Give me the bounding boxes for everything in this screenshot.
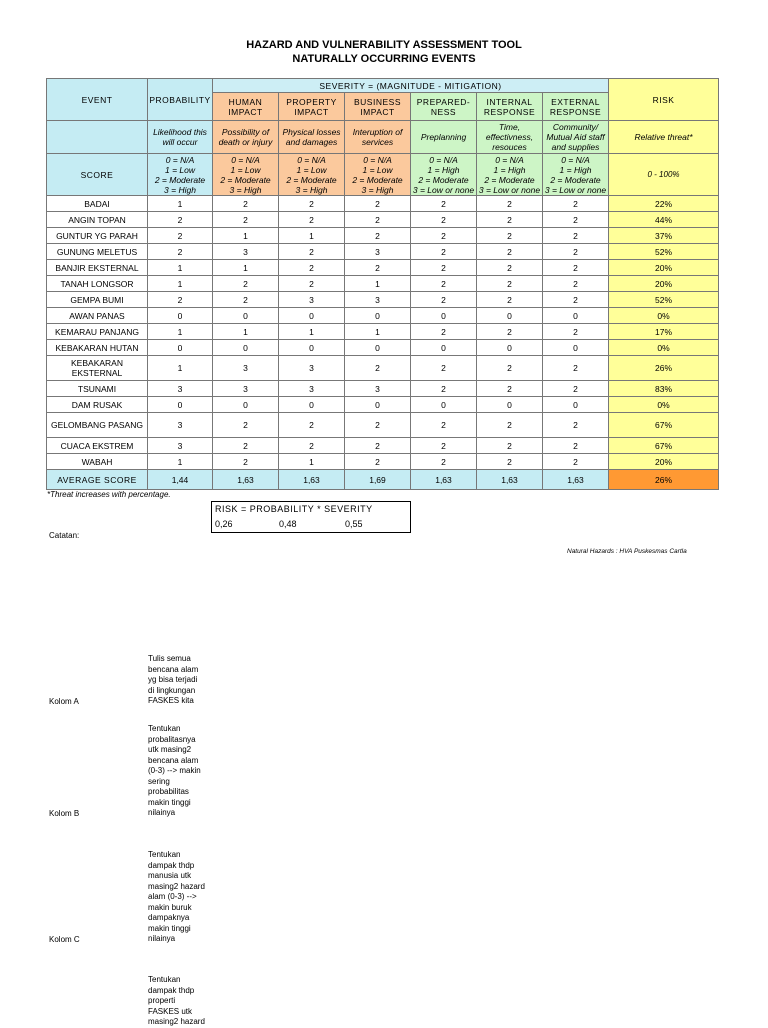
preparedness-cell: 2 — [411, 244, 477, 260]
note-line: (0-3) --> makin — [148, 766, 201, 775]
preparedness-cell: 0 — [411, 397, 477, 413]
scale-line: 1 = High — [493, 164, 526, 175]
external-response-cell: 0 — [543, 340, 609, 356]
external-response-cell: 0 — [543, 397, 609, 413]
internal-response-cell: 2 — [477, 244, 543, 260]
scale-line: 3 = Low or none — [412, 184, 475, 195]
human-impact-desc: Possibility of death or injury — [213, 121, 279, 154]
table-row — [47, 292, 719, 308]
probability-cell: 1 — [148, 276, 213, 292]
page-subtitle: NATURALLY OCCURRING EVENTS — [292, 53, 476, 65]
human-impact-cell: 0 — [213, 340, 279, 356]
note-line: sering — [148, 776, 170, 786]
business-impact-cell: 0 — [345, 397, 411, 413]
note-line: nilainya — [148, 934, 176, 943]
event-name: TSUNAMI — [47, 381, 148, 397]
property-impact-scale — [279, 154, 345, 196]
header-business-impact: BUSINESS IMPACT — [345, 93, 411, 121]
external-response-cell: 2 — [543, 413, 609, 438]
risk-cell: 52% — [609, 244, 719, 260]
note-line: properti — [148, 996, 176, 1005]
note-line: di lingkungan — [148, 685, 196, 695]
business-impact-cell: 2 — [345, 260, 411, 276]
kolom-b-label: Kolom B — [49, 809, 80, 818]
event-name: KEMARAU PANJANG — [47, 324, 148, 340]
event-name: WABAH — [47, 454, 148, 470]
kolom-b-desc — [148, 724, 218, 819]
internal-response-desc: Time, effectivness, resouces — [477, 121, 543, 154]
risk-cell: 44% — [609, 212, 719, 228]
property-impact-cell: 2 — [279, 438, 345, 454]
preparedness-cell: 2 — [411, 381, 477, 397]
note-line: bencana alam — [148, 755, 199, 765]
note-line: FASKES utk — [148, 1006, 193, 1016]
internal-response-cell: 2 — [477, 381, 543, 397]
probability-cell: 3 — [148, 413, 213, 438]
probability-desc: Likelihood this will occur — [148, 121, 213, 154]
note-line: probalitasnya — [148, 734, 196, 744]
preparedness-cell: 2 — [411, 356, 477, 381]
table-row — [47, 397, 719, 413]
average-preparedness: 1,63 — [411, 470, 477, 490]
risk-cell: 52% — [609, 292, 719, 308]
scale-line: 1 = Low — [296, 164, 327, 175]
average-internal-response: 1,63 — [477, 470, 543, 490]
external-response-cell: 2 — [543, 228, 609, 244]
table-row — [47, 212, 719, 228]
property-impact-cell: 0 — [279, 308, 345, 324]
property-impact-cell: 2 — [279, 276, 345, 292]
external-response-cell: 2 — [543, 292, 609, 308]
scale-line: 0 = N/A — [165, 154, 195, 165]
business-impact-cell: 2 — [345, 196, 411, 212]
risk-desc: Relative threat* — [609, 121, 719, 154]
header-internal-response: INTERNAL RESPONSE — [477, 93, 543, 121]
property-impact-cell: 1 — [279, 454, 345, 470]
scale-line: 3 = High — [295, 184, 328, 195]
human-impact-cell: 1 — [213, 324, 279, 340]
preparedness-desc: Preplanning — [411, 121, 477, 154]
human-impact-cell: 2 — [213, 413, 279, 438]
business-impact-cell: 2 — [345, 454, 411, 470]
probability-cell: 2 — [148, 292, 213, 308]
table-row — [47, 438, 719, 454]
average-human-impact: 1,63 — [213, 470, 279, 490]
table-row — [47, 413, 719, 438]
note-line: Tentukan — [148, 850, 181, 859]
external-response-cell: 2 — [543, 276, 609, 292]
average-label: AVERAGE SCORE — [47, 470, 148, 490]
event-name: GELOMBANG PASANG — [47, 413, 148, 438]
external-response-cell: 2 — [543, 212, 609, 228]
risk-cell: 26% — [609, 356, 719, 381]
property-impact-cell: 2 — [279, 260, 345, 276]
note-line: makin tinggi — [148, 923, 191, 933]
business-impact-cell: 2 — [345, 356, 411, 381]
business-impact-cell: 3 — [345, 292, 411, 308]
table-row — [47, 340, 719, 356]
human-impact-cell: 2 — [213, 454, 279, 470]
human-impact-cell: 2 — [213, 212, 279, 228]
probability-cell: 2 — [148, 244, 213, 260]
external-response-cell: 2 — [543, 454, 609, 470]
property-impact-cell: 0 — [279, 340, 345, 356]
probability-cell: 2 — [148, 228, 213, 244]
note-line: nilainya — [148, 808, 176, 817]
human-impact-cell: 3 — [213, 356, 279, 381]
internal-response-cell: 2 — [477, 438, 543, 454]
header-human-impact: HUMAN IMPACT — [213, 93, 279, 121]
internal-response-cell: 0 — [477, 308, 543, 324]
event-name: CUACA EKSTREM — [47, 438, 148, 454]
scale-line: 1 = High — [427, 164, 460, 175]
preparedness-cell: 2 — [411, 212, 477, 228]
external-response-desc: Community/ Mutual Aid staff and supplies — [543, 121, 609, 154]
table-row — [47, 308, 719, 324]
event-name: BANJIR EKSTERNAL — [47, 260, 148, 276]
probability-cell: 0 — [148, 308, 213, 324]
business-impact-cell: 2 — [345, 413, 411, 438]
table-row — [47, 244, 719, 260]
scale-line: 1 = Low — [164, 164, 195, 175]
internal-response-cell: 2 — [477, 356, 543, 381]
external-response-cell: 2 — [543, 381, 609, 397]
footnote: *Threat increases with percentage. — [47, 490, 171, 499]
risk-scale: 0 - 100% — [609, 154, 719, 196]
risk-cell: 17% — [609, 324, 719, 340]
scale-line: 3 = High — [164, 184, 196, 195]
header-event: EVENT — [47, 79, 148, 121]
human-impact-cell: 2 — [213, 196, 279, 212]
header-probability: PROBABILITY — [148, 79, 213, 121]
header-risk: RISK — [609, 79, 719, 121]
risk-formula-box — [211, 501, 411, 533]
kolom-a-label: Kolom A — [49, 697, 79, 706]
internal-response-cell: 2 — [477, 292, 543, 308]
average-property-impact: 1,63 — [279, 470, 345, 490]
note-line: masing2 hazard — [148, 1017, 205, 1026]
table-row — [47, 276, 719, 292]
note-line: dampaknya — [148, 913, 190, 922]
preparedness-cell: 2 — [411, 228, 477, 244]
preparedness-cell: 2 — [411, 260, 477, 276]
external-response-cell: 2 — [543, 260, 609, 276]
note-line: yg bisa terjadi — [148, 675, 198, 684]
risk-cell: 83% — [609, 381, 719, 397]
property-impact-cell: 3 — [279, 381, 345, 397]
internal-response-cell: 2 — [477, 276, 543, 292]
property-impact-desc: Physical losses and damages — [279, 121, 345, 154]
preparedness-cell: 2 — [411, 292, 477, 308]
internal-response-cell: 2 — [477, 228, 543, 244]
preparedness-cell: 0 — [411, 340, 477, 356]
note-line: masing2 hazard — [148, 881, 205, 891]
event-name: KEBAKARAN HUTAN — [47, 340, 148, 356]
table-row — [47, 324, 719, 340]
header-property-impact: PROPERTY IMPACT — [279, 93, 345, 121]
table-row — [47, 381, 719, 397]
preparedness-cell: 0 — [411, 308, 477, 324]
average-external-response: 1,63 — [543, 470, 609, 490]
scale-line: 0 = N/A — [429, 154, 458, 165]
internal-response-cell: 2 — [477, 212, 543, 228]
kolom-c-label: Kolom C — [49, 935, 80, 944]
kolom-d-desc — [148, 975, 218, 1028]
scale-line: 3 = Low or none — [478, 184, 541, 195]
probability-cell: 2 — [148, 212, 213, 228]
note-line: bencana alam — [148, 664, 199, 674]
catatan-label: Catatan: — [49, 531, 80, 540]
internal-response-scale — [477, 154, 543, 196]
human-impact-cell: 1 — [213, 228, 279, 244]
property-impact-cell: 3 — [279, 292, 345, 308]
business-impact-cell: 1 — [345, 276, 411, 292]
scale-line: 1 = High — [559, 164, 592, 175]
external-response-scale — [543, 154, 609, 196]
external-response-cell: 2 — [543, 438, 609, 454]
scale-line: 2 = Moderate — [550, 174, 601, 185]
probability-cell: 3 — [148, 381, 213, 397]
external-response-cell: 0 — [543, 308, 609, 324]
event-name: GUNTUR YG PARAH — [47, 228, 148, 244]
formula-value-3: 0,55 — [345, 519, 363, 529]
probability-cell: 1 — [148, 356, 213, 381]
scale-line: 0 = N/A — [363, 154, 392, 165]
internal-response-cell: 2 — [477, 454, 543, 470]
table-row — [47, 260, 719, 276]
formula-value-2: 0,48 — [279, 519, 297, 529]
average-probability: 1,44 — [148, 470, 213, 490]
business-impact-cell: 2 — [345, 212, 411, 228]
business-impact-desc: Interuption of services — [345, 121, 411, 154]
note-line: makin tinggi — [148, 797, 191, 807]
scale-line: 2 = Moderate — [286, 174, 337, 185]
scale-line: 0 = N/A — [297, 154, 326, 165]
property-impact-cell: 1 — [279, 324, 345, 340]
property-impact-cell: 2 — [279, 244, 345, 260]
human-impact-cell: 1 — [213, 260, 279, 276]
risk-cell: 20% — [609, 454, 719, 470]
average-business-impact: 1,69 — [345, 470, 411, 490]
preparedness-scale — [411, 154, 477, 196]
note-line: Tentukan — [148, 724, 181, 733]
scale-line: 3 = Low or none — [544, 184, 607, 195]
page-title: HAZARD AND VULNERABILITY ASSESSMENT TOOL — [246, 39, 522, 51]
business-impact-cell: 2 — [345, 438, 411, 454]
probability-cell: 1 — [148, 196, 213, 212]
risk-cell: 37% — [609, 228, 719, 244]
event-name: TANAH LONGSOR — [47, 276, 148, 292]
property-impact-cell: 2 — [279, 212, 345, 228]
risk-cell: 0% — [609, 308, 719, 324]
table-row — [47, 196, 719, 212]
event-name: GEMPA BUMI — [47, 292, 148, 308]
preparedness-cell: 2 — [411, 196, 477, 212]
risk-cell: 20% — [609, 276, 719, 292]
kolom-c-desc — [148, 850, 218, 945]
note-line: alam (0-3) --> — [148, 892, 197, 901]
note-line: manusia utk — [148, 871, 192, 880]
human-impact-cell: 3 — [213, 381, 279, 397]
internal-response-cell: 2 — [477, 196, 543, 212]
property-impact-cell: 0 — [279, 397, 345, 413]
probability-cell: 1 — [148, 260, 213, 276]
business-impact-cell: 2 — [345, 228, 411, 244]
scale-line: 1 = Low — [230, 164, 261, 175]
scale-line: 1 = Low — [362, 164, 393, 175]
scale-line: 2 = Moderate — [220, 174, 271, 185]
property-impact-cell: 2 — [279, 196, 345, 212]
note-line: utk masing2 — [148, 745, 192, 754]
score-label: SCORE — [47, 154, 148, 196]
human-impact-cell: 2 — [213, 438, 279, 454]
external-response-cell: 2 — [543, 356, 609, 381]
external-response-cell: 2 — [543, 196, 609, 212]
scale-line: 3 = High — [229, 184, 262, 195]
property-impact-cell: 1 — [279, 228, 345, 244]
internal-response-cell: 0 — [477, 340, 543, 356]
note-line: makin buruk — [148, 902, 192, 912]
probability-cell: 0 — [148, 397, 213, 413]
note-line: dampak thdp — [148, 860, 195, 870]
human-impact-cell: 0 — [213, 397, 279, 413]
scale-line: 2 = Moderate — [352, 174, 403, 185]
scale-line: 3 = High — [361, 184, 394, 195]
internal-response-cell: 2 — [477, 260, 543, 276]
scale-line: 0 = N/A — [495, 154, 524, 165]
scale-line: 2 = Moderate — [418, 174, 469, 185]
event-name: AWAN PANAS — [47, 308, 148, 324]
header-preparedness: PREPARED-NESS — [411, 93, 477, 121]
header-severity: SEVERITY = (MAGNITUDE - MITIGATION) — [213, 79, 609, 93]
note-line: probabilitas — [148, 787, 189, 796]
internal-response-cell: 0 — [477, 397, 543, 413]
hva-table — [46, 78, 719, 490]
risk-cell: 22% — [609, 196, 719, 212]
risk-cell: 20% — [609, 260, 719, 276]
preparedness-cell: 2 — [411, 324, 477, 340]
average-risk: 26% — [609, 470, 719, 490]
event-name: BADAI — [47, 196, 148, 212]
event-name: DAM RUSAK — [47, 397, 148, 413]
preparedness-cell: 2 — [411, 276, 477, 292]
table-row — [47, 356, 719, 381]
external-response-cell: 2 — [543, 324, 609, 340]
property-impact-cell: 2 — [279, 413, 345, 438]
table-row — [47, 228, 719, 244]
table-row — [47, 454, 719, 470]
business-impact-cell: 3 — [345, 244, 411, 260]
probability-scale — [148, 154, 213, 196]
human-impact-cell: 2 — [213, 276, 279, 292]
risk-cell: 0% — [609, 340, 719, 356]
risk-formula: RISK = PROBABILITY * SEVERITY — [215, 504, 373, 514]
note-line: Tulis semua — [148, 654, 191, 663]
probability-cell: 1 — [148, 454, 213, 470]
note-line: Tentukan — [148, 975, 181, 984]
event-name: GUNUNG MELETUS — [47, 244, 148, 260]
property-impact-cell: 3 — [279, 356, 345, 381]
preparedness-cell: 2 — [411, 454, 477, 470]
probability-cell: 1 — [148, 324, 213, 340]
business-impact-cell: 3 — [345, 381, 411, 397]
note-line: dampak thdp — [148, 985, 195, 995]
probability-cell: 3 — [148, 438, 213, 454]
human-impact-cell: 3 — [213, 244, 279, 260]
formula-value-1: 0,26 — [215, 519, 233, 529]
business-impact-scale — [345, 154, 411, 196]
internal-response-cell: 2 — [477, 324, 543, 340]
credit-note: Natural Hazards : HVA Puskesmas Cartla — [567, 548, 687, 555]
business-impact-cell: 1 — [345, 324, 411, 340]
scale-line: 2 = Moderate — [154, 174, 206, 185]
human-impact-cell: 2 — [213, 292, 279, 308]
risk-cell: 67% — [609, 413, 719, 438]
business-impact-cell: 0 — [345, 340, 411, 356]
human-impact-scale — [213, 154, 279, 196]
scale-line: 0 = N/A — [561, 154, 590, 165]
internal-response-cell: 2 — [477, 413, 543, 438]
external-response-cell: 2 — [543, 244, 609, 260]
header-external-response: EXTERNAL RESPONSE — [543, 93, 609, 121]
preparedness-cell: 2 — [411, 413, 477, 438]
business-impact-cell: 0 — [345, 308, 411, 324]
kolom-a-desc — [148, 654, 218, 707]
risk-cell: 0% — [609, 397, 719, 413]
scale-line: 2 = Moderate — [484, 174, 535, 185]
note-line: FASKES kita — [148, 696, 194, 705]
event-name: ANGIN TOPAN — [47, 212, 148, 228]
human-impact-cell: 0 — [213, 308, 279, 324]
preparedness-cell: 2 — [411, 438, 477, 454]
event-name: KEBAKARAN EKSTERNAL — [47, 356, 148, 381]
scale-line: 0 = N/A — [231, 154, 260, 165]
risk-cell: 67% — [609, 438, 719, 454]
probability-cell: 0 — [148, 340, 213, 356]
